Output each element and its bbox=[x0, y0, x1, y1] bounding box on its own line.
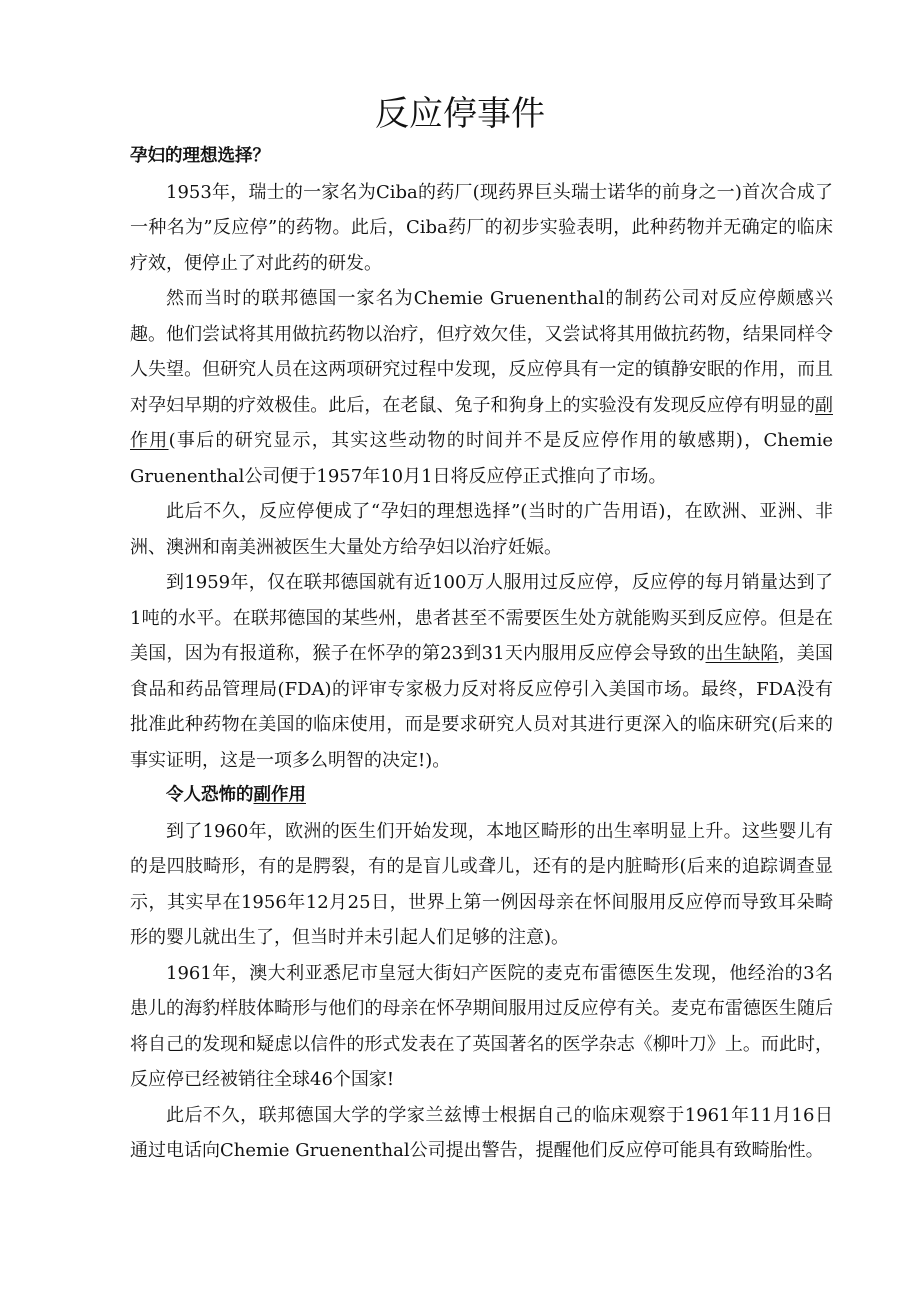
paragraph-1961-mcbride: 1961年，澳大利亚悉尼市皇冠大街妇产医院的麦克布雷德医生发现，他经治的3名患儿的海豹样肢体畸形与他们的母亲在怀孕期间服用过反应停有关。麦克布雷德医生随后将自己的发现和疑虑以信件的形式发表在了英国著名的医学杂志《柳叶刀》上。而此时，反应停已经被销往全球46个国家! bbox=[130, 962, 833, 1090]
section-heading-horrible-side-effect bbox=[130, 778, 833, 814]
paragraph-1953: 1953年，瑞士的一家名为Ciba的药厂(现药界巨头瑞士诺华的前身之一)首次合成了一种名为”反应停”的药物。此后，Ciba药厂的初步实验表明，此种药物并无确定的临床疗效，便停止了对此药的研发。 bbox=[130, 181, 833, 274]
side-effect-link[interactable]: 副作用 bbox=[130, 394, 833, 451]
side-effect-heading-link[interactable]: 副作用 bbox=[253, 785, 306, 805]
paragraph-ideal-choice-ad: 此后不久，反应停便成了“孕妇的理想选择”(当时的广告用语)，在欧洲、亚洲、非洲、澳洲和南美洲被医生大量处方给孕妇以治疗妊娠。 bbox=[130, 501, 833, 558]
paragraph-text: 然而当时的联邦德国一家名为Chemie Gruenenthal的制药公司对反应停颇感兴趣。他们尝试将其用做抗药物以治疗，但疗效欠佳，又尝试将其用做抗药物，结果同样令人失望。但研究人员在这两项研究过程中发现，反应停具有一定的镇静安眠的作用，而且对孕妇早期的疗效极佳。此后，在老鼠、兔子和狗身上的实验没有发现反应停有明显的 bbox=[130, 288, 833, 416]
paragraph-lenz-warning: 此后不久，联邦德国大学的学家兰兹博士根据自己的临床观察于1961年11月16日通过电话向Chemie Gruenenthal公司提出警告，提醒他们反应停可能具有致畸胎性。 bbox=[130, 1104, 833, 1161]
document-body bbox=[130, 139, 833, 1169]
paragraph-1959 bbox=[130, 565, 833, 778]
paragraph-1960: 到了1960年，欧洲的医生们开始发现，本地区畸形的出生率明显上升。这些婴儿有的是四肢畸形，有的是腭裂，有的是盲儿或聋儿，还有的是内脏畸形(后来的追踪调查显示，其实早在1956年12月25日，世界上第一例因母亲在怀间服用反应停而导致耳朵畸形的婴儿就出生了，但当时并未引起人们足够的注意)。 bbox=[130, 820, 833, 948]
paragraph-text: 到1959年，仅在联邦德国就有近100万人服用过反应停，反应停的每月销量达到了1吨的水平。在联邦德国的某些州，患者甚至不需要医生处方就能购买到反应停。但是在美国，因为有报道称，猴子在怀孕的第23到31天内服用反应停会导致的 bbox=[130, 572, 833, 664]
paragraph-text: (事后的研究显示，其实这些动物的时间并不是反应停作用的敏感期)，Chemie Gruenenthal公司便于1957年10月1日将反应停正式推向了市场。 bbox=[130, 430, 833, 487]
heading-text: 令人恐怖的 bbox=[166, 785, 254, 805]
paragraph-text: ，美国食品和药品管理局(FDA)的评审专家极力反对将反应停引入美国市场。最终，FDA没有批准此种药物在美国的临床使用，而是要求研究人员对其进行更深入的临床研究(后来的事实证明，这是一项多么明智的决定!)。 bbox=[130, 643, 834, 771]
document-title: 反应停事件 bbox=[375, 94, 545, 134]
birth-defect-link[interactable]: 出生缺陷 bbox=[705, 643, 779, 664]
paragraph-chemie-gruenenthal bbox=[130, 281, 833, 494]
section-heading-ideal-choice: 孕妇的理想选择？ bbox=[130, 146, 270, 166]
